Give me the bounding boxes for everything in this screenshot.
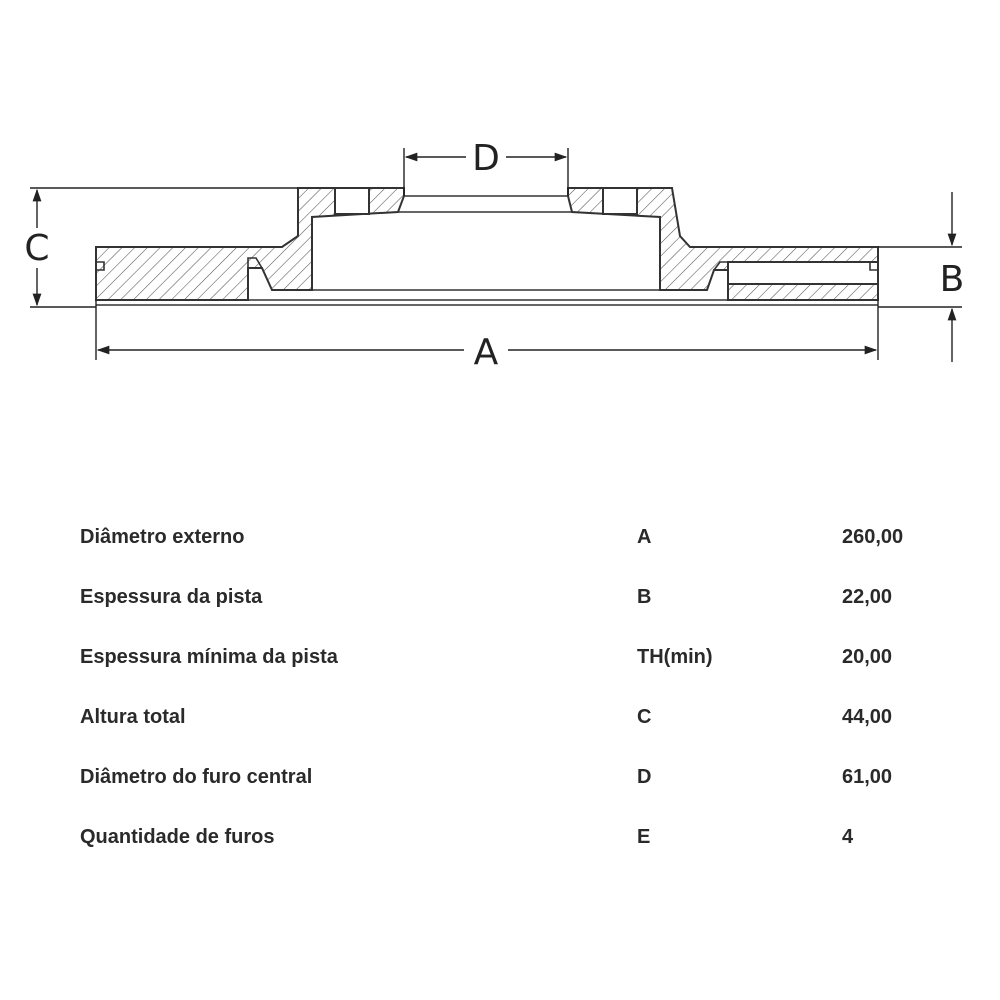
spec-symbol: B bbox=[637, 586, 652, 608]
spec-row bbox=[80, 748, 940, 808]
spec-row bbox=[80, 508, 940, 568]
spec-description: Diâmetro externo bbox=[80, 526, 245, 548]
spec-symbol: A bbox=[637, 526, 652, 548]
spec-description: Quantidade de furos bbox=[80, 826, 275, 848]
spec-description: Diâmetro do furo central bbox=[80, 766, 313, 788]
spec-value: 260,00 bbox=[842, 526, 904, 548]
spec-symbol: TH(min) bbox=[637, 646, 713, 668]
dimension-label-d: D bbox=[472, 138, 500, 179]
spec-symbol: C bbox=[637, 706, 652, 728]
dimension-label-c: C bbox=[24, 228, 50, 269]
spec-row bbox=[80, 568, 940, 628]
cooling-vent bbox=[728, 262, 878, 284]
spec-row bbox=[80, 808, 940, 868]
spec-value: 61,00 bbox=[842, 766, 893, 788]
dimension-label-b: B bbox=[939, 259, 965, 300]
spec-symbol: D bbox=[637, 766, 652, 788]
spec-symbol: E bbox=[637, 826, 651, 848]
spec-row bbox=[80, 628, 940, 688]
disc-body bbox=[96, 188, 878, 300]
spec-value: 4 bbox=[842, 826, 854, 848]
spec-value: 44,00 bbox=[842, 706, 893, 728]
spec-description: Espessura mínima da pista bbox=[80, 646, 338, 668]
spec-description: Altura total bbox=[80, 706, 186, 728]
spec-table bbox=[80, 508, 940, 868]
spec-description: Espessura da pista bbox=[80, 586, 263, 608]
spec-row bbox=[80, 688, 940, 748]
brake-disc-cross-section bbox=[0, 0, 1000, 420]
dimension-label-a: A bbox=[473, 332, 499, 373]
hat-notch-left bbox=[335, 188, 369, 214]
spec-value: 20,00 bbox=[842, 646, 893, 668]
spec-value: 22,00 bbox=[842, 586, 893, 608]
hat-notch-right bbox=[603, 188, 637, 214]
